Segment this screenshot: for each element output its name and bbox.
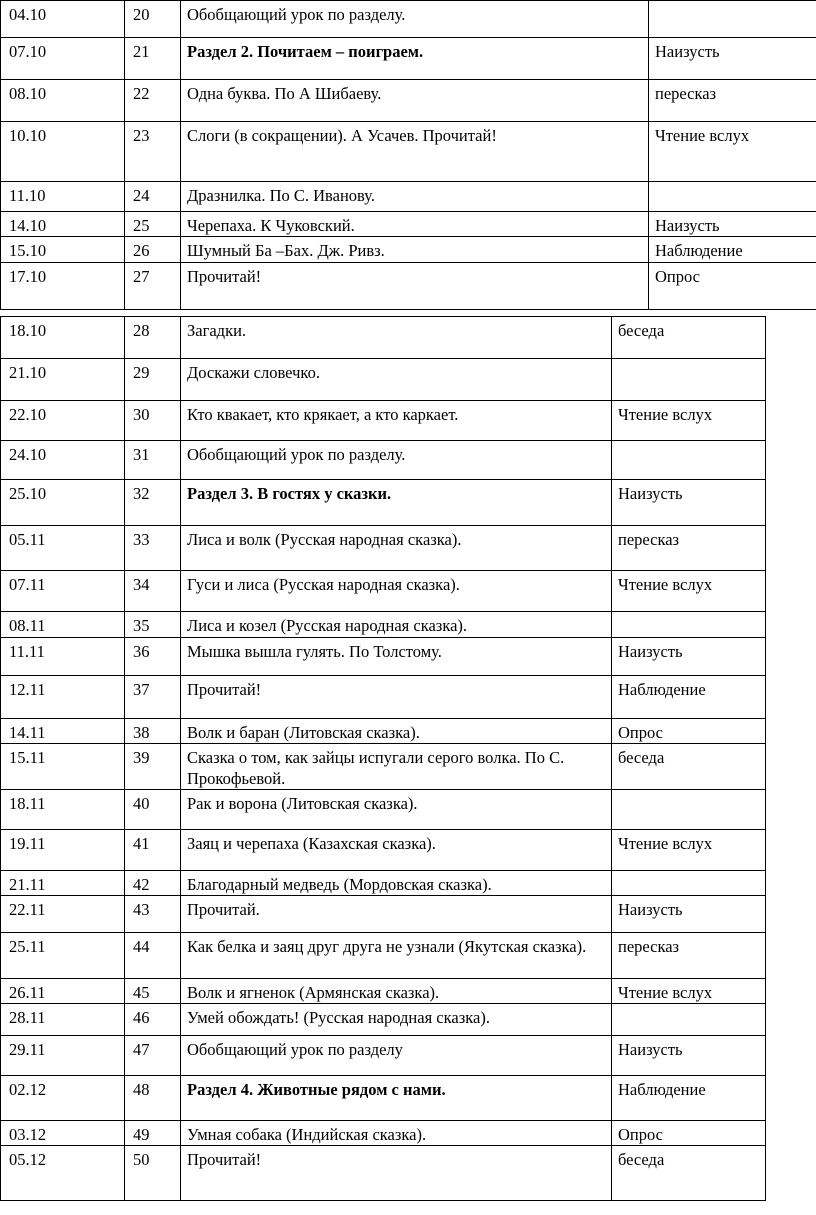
lesson-topic-cell: Обобщающий урок по разделу. [181, 1, 649, 38]
lesson-number-cell: 40 [125, 790, 181, 830]
lesson-number-cell: 36 [125, 638, 181, 676]
lesson-date-cell: 11.11 [1, 638, 125, 676]
lesson-date-cell: 18.11 [1, 790, 125, 830]
lesson-topic-cell: Одна буква. По А Шибаеву. [181, 80, 649, 122]
lesson-topic-cell: Умная собака (Индийская сказка). [181, 1121, 612, 1146]
lesson-topic-cell: Шумный Ба –Бах. Дж. Ривз. [181, 237, 649, 263]
lesson-topic-cell: Лиса и козел (Русская народная сказка). [181, 612, 612, 638]
lesson-form-cell [612, 790, 766, 830]
lesson-date-cell: 05.12 [1, 1146, 125, 1201]
lesson-topic-cell: Черепаха. К Чуковский. [181, 212, 649, 237]
lesson-topic-cell: Благодарный медведь (Мордовская сказка). [181, 871, 612, 896]
lesson-form-cell: пересказ [612, 933, 766, 979]
lesson-form-cell: Наизусть [649, 212, 816, 237]
lesson-date-cell: 07.11 [1, 571, 125, 612]
lesson-form-cell: Наизусть [649, 38, 816, 80]
table-row [1, 480, 766, 526]
lesson-number-cell: 27 [125, 263, 181, 310]
lesson-topic-cell: Как белка и заяц друг друга не узнали (Якутская сказка). [181, 933, 612, 979]
table-row [1, 790, 766, 830]
lesson-number-cell: 43 [125, 896, 181, 933]
table-row [1, 317, 766, 359]
lesson-plan-table-top [0, 0, 816, 310]
lesson-form-cell: Чтение вслух [649, 122, 816, 182]
table-row [1, 1146, 766, 1201]
lesson-number-cell: 25 [125, 212, 181, 237]
table-row [1, 212, 816, 237]
lesson-topic-cell: Волк и ягненок (Армянская сказка). [181, 979, 612, 1004]
lesson-form-cell: Чтение вслух [612, 571, 766, 612]
lesson-number-cell: 44 [125, 933, 181, 979]
lesson-topic-cell: Рак и ворона (Литовская сказка). [181, 790, 612, 830]
lesson-number-cell: 42 [125, 871, 181, 896]
table-row [1, 1004, 766, 1036]
lesson-form-cell: Наизусть [612, 896, 766, 933]
lesson-form-cell: Опрос [649, 263, 816, 310]
lesson-date-cell: 12.11 [1, 676, 125, 719]
lesson-form-cell: беседа [612, 1146, 766, 1201]
lesson-number-cell: 46 [125, 1004, 181, 1036]
lesson-number-cell: 24 [125, 182, 181, 212]
lesson-number-cell: 38 [125, 719, 181, 744]
lesson-form-cell [649, 182, 816, 212]
lesson-topic-cell: Лиса и волк (Русская народная сказка). [181, 526, 612, 571]
lesson-number-cell: 50 [125, 1146, 181, 1201]
lesson-date-cell: 22.11 [1, 896, 125, 933]
lesson-number-cell: 31 [125, 441, 181, 480]
table-row [1, 182, 816, 212]
lesson-number-cell: 49 [125, 1121, 181, 1146]
table-row [1, 744, 766, 790]
lesson-date-cell: 21.11 [1, 871, 125, 896]
table-row [1, 263, 816, 310]
lesson-number-cell: 33 [125, 526, 181, 571]
lesson-topic-cell: Обобщающий урок по разделу [181, 1036, 612, 1076]
lesson-topic-cell: Волк и баран (Литовская сказка). [181, 719, 612, 744]
lesson-date-cell: 21.10 [1, 359, 125, 401]
lesson-topic-cell: Гуси и лиса (Русская народная сказка). [181, 571, 612, 612]
table-row [1, 719, 766, 744]
lesson-form-cell: Чтение вслух [612, 979, 766, 1004]
lesson-form-cell: Наизусть [612, 1036, 766, 1076]
lesson-number-cell: 37 [125, 676, 181, 719]
lesson-date-cell: 02.12 [1, 1076, 125, 1121]
table-row [1, 122, 816, 182]
lesson-date-cell: 05.11 [1, 526, 125, 571]
table-row [1, 676, 766, 719]
lesson-date-cell: 15.11 [1, 744, 125, 790]
lesson-date-cell: 19.11 [1, 830, 125, 871]
lesson-date-cell: 15.10 [1, 237, 125, 263]
table-row [1, 1036, 766, 1076]
lesson-number-cell: 23 [125, 122, 181, 182]
lesson-topic-cell: Раздел 3. В гостях у сказки. [181, 480, 612, 526]
table-row [1, 979, 766, 1004]
lesson-date-cell: 22.10 [1, 401, 125, 441]
lesson-date-cell: 14.10 [1, 212, 125, 237]
lesson-topic-cell: Заяц и черепаха (Казахская сказка). [181, 830, 612, 871]
lesson-topic-cell: Доскажи словечко. [181, 359, 612, 401]
table-row [1, 441, 766, 480]
lesson-form-cell: беседа [612, 744, 766, 790]
lesson-number-cell: 45 [125, 979, 181, 1004]
table-row [1, 1, 816, 38]
lesson-date-cell: 29.11 [1, 1036, 125, 1076]
lesson-form-cell: Наблюдение [612, 676, 766, 719]
lesson-topic-cell: Обобщающий урок по разделу. [181, 441, 612, 480]
lesson-form-cell: Наблюдение [612, 1076, 766, 1121]
lesson-form-cell: Наблюдение [649, 237, 816, 263]
lesson-form-cell [612, 871, 766, 896]
table-row [1, 526, 766, 571]
lesson-date-cell: 07.10 [1, 38, 125, 80]
lesson-date-cell: 25.10 [1, 480, 125, 526]
lesson-topic-cell: Умей обождать! (Русская народная сказка). [181, 1004, 612, 1036]
table-row [1, 933, 766, 979]
lesson-number-cell: 41 [125, 830, 181, 871]
table-row [1, 38, 816, 80]
lesson-form-cell: пересказ [612, 526, 766, 571]
lesson-form-cell: пересказ [649, 80, 816, 122]
lesson-form-cell [612, 441, 766, 480]
lesson-number-cell: 26 [125, 237, 181, 263]
lesson-date-cell: 08.10 [1, 80, 125, 122]
lesson-date-cell: 03.12 [1, 1121, 125, 1146]
table-row [1, 871, 766, 896]
lesson-number-cell: 32 [125, 480, 181, 526]
lesson-topic-cell: Мышка вышла гулять. По Толстому. [181, 638, 612, 676]
lesson-form-cell [612, 1004, 766, 1036]
lesson-number-cell: 21 [125, 38, 181, 80]
lesson-date-cell: 10.10 [1, 122, 125, 182]
lesson-topic-cell: Прочитай! [181, 263, 649, 310]
lesson-date-cell: 14.11 [1, 719, 125, 744]
lesson-number-cell: 47 [125, 1036, 181, 1076]
lesson-topic-cell: Прочитай! [181, 1146, 612, 1201]
lesson-form-cell: Чтение вслух [612, 830, 766, 871]
lesson-date-cell: 11.10 [1, 182, 125, 212]
lesson-form-cell: Опрос [612, 1121, 766, 1146]
table-row [1, 571, 766, 612]
lesson-number-cell: 28 [125, 317, 181, 359]
lesson-number-cell: 22 [125, 80, 181, 122]
lesson-number-cell: 48 [125, 1076, 181, 1121]
lesson-number-cell: 35 [125, 612, 181, 638]
table-row [1, 612, 766, 638]
table-row [1, 359, 766, 401]
lesson-date-cell: 26.11 [1, 979, 125, 1004]
lesson-date-cell: 24.10 [1, 441, 125, 480]
lesson-topic-cell: Раздел 2. Почитаем – поиграем. [181, 38, 649, 80]
lesson-form-cell [649, 1, 816, 38]
lesson-topic-cell: Загадки. [181, 317, 612, 359]
lesson-number-cell: 39 [125, 744, 181, 790]
lesson-date-cell: 08.11 [1, 612, 125, 638]
lesson-number-cell: 30 [125, 401, 181, 441]
lesson-plan-table-bottom [0, 316, 766, 1201]
lesson-form-cell [612, 612, 766, 638]
lesson-form-cell: Наизусть [612, 480, 766, 526]
table-row [1, 401, 766, 441]
lesson-topic-cell: Слоги (в сокращении). А Усачев. Прочитай! [181, 122, 649, 182]
lesson-date-cell: 04.10 [1, 1, 125, 38]
lesson-number-cell: 34 [125, 571, 181, 612]
lesson-form-cell: беседа [612, 317, 766, 359]
lesson-topic-cell: Сказка о том, как зайцы испугали серого волка. По С. Прокофьевой. [181, 744, 612, 790]
table-row [1, 830, 766, 871]
lesson-form-cell: Чтение вслух [612, 401, 766, 441]
lesson-date-cell: 28.11 [1, 1004, 125, 1036]
lesson-form-cell: Опрос [612, 719, 766, 744]
table-row [1, 237, 816, 263]
lesson-topic-cell: Прочитай! [181, 676, 612, 719]
table-row [1, 80, 816, 122]
lesson-topic-cell: Прочитай. [181, 896, 612, 933]
lesson-date-cell: 25.11 [1, 933, 125, 979]
table-row [1, 1121, 766, 1146]
table-row [1, 638, 766, 676]
lesson-date-cell: 18.10 [1, 317, 125, 359]
table-row [1, 1076, 766, 1121]
lesson-form-cell: Наизусть [612, 638, 766, 676]
lesson-topic-cell: Дразнилка. По С. Иванову. [181, 182, 649, 212]
lesson-date-cell: 17.10 [1, 263, 125, 310]
lesson-topic-cell: Раздел 4. Животные рядом с нами. [181, 1076, 612, 1121]
lesson-number-cell: 29 [125, 359, 181, 401]
lesson-number-cell: 20 [125, 1, 181, 38]
table-row [1, 896, 766, 933]
lesson-form-cell [612, 359, 766, 401]
lesson-topic-cell: Кто квакает, кто крякает, а кто каркает. [181, 401, 612, 441]
